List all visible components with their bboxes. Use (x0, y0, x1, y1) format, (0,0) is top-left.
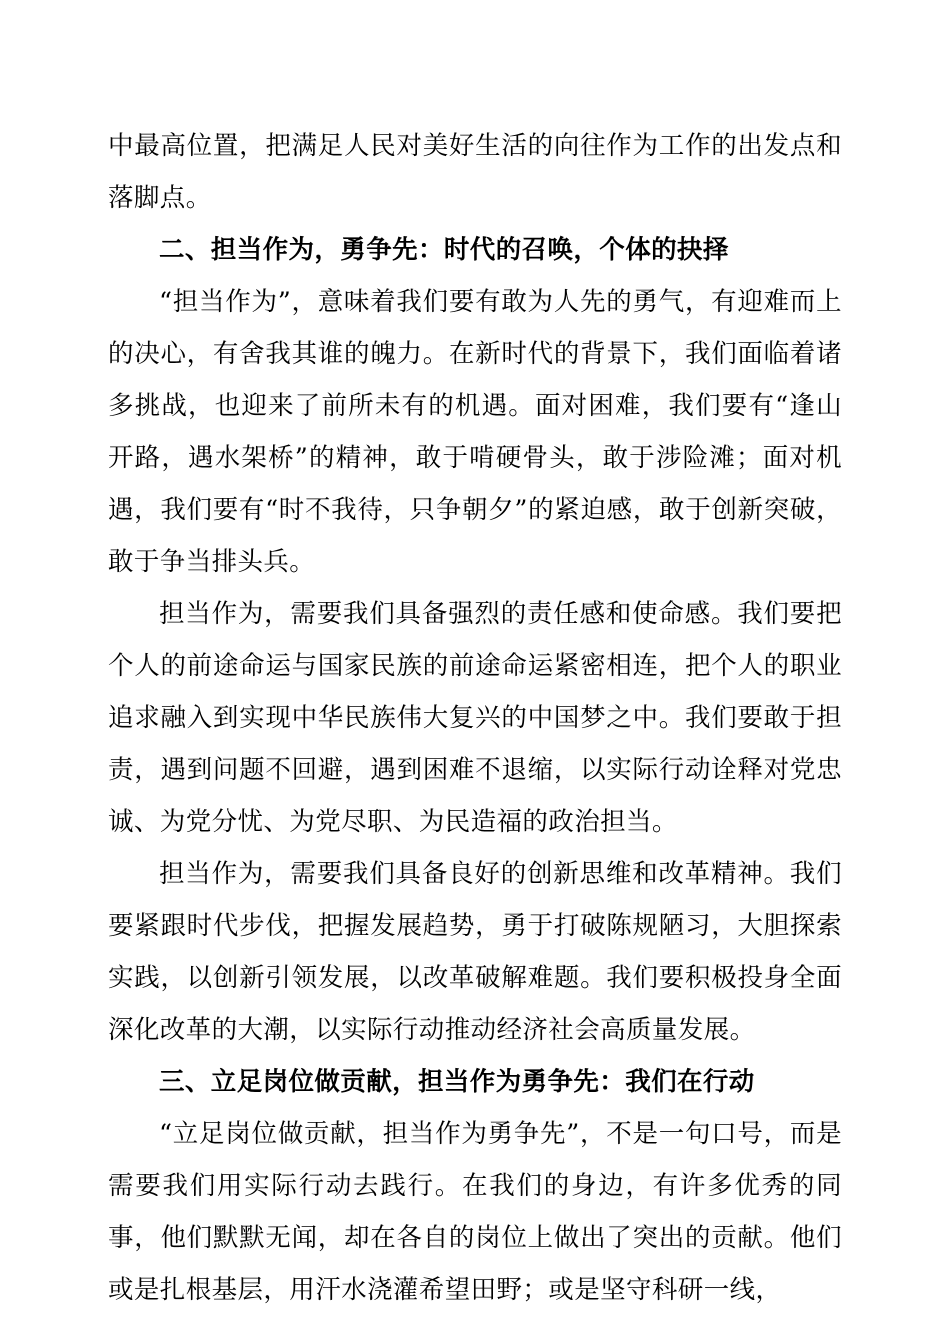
paragraph-4: “立足岗位做贡献，担当作为勇争先”，不是一句口号，而是需要我们用实际行动去践行。在我们的身边，有许多优秀的同事，他们默默无闻，却在各自的岗位上做出了突出的贡献。他们或是扎根基层，用汗水浇灌希望田野；或是坚守科研一线， (108, 1119, 842, 1305)
paragraph-continued: 中最高位置，把满足人民对美好生活的向往作为工作的出发点和落脚点。 (108, 131, 842, 213)
paragraph-3: 担当作为，需要我们具备良好的创新思维和改革精神。我们要紧跟时代步伐，把握发展趋势，勇于打破陈规陋习，大胆探索实践，以创新引领发展，以改革破解难题。我们要积极投身全面深化改革的大潮，以实际行动推动经济社会高质量发展。 (108, 859, 842, 1045)
paragraph-1: “担当作为”，意味着我们要有敢为人先的勇气，有迎难而上的决心，有舍我其谁的魄力。在新时代的背景下，我们面临着诸多挑战，也迎来了前所未有的机遇。面对困难，我们要有“逢山开路，遇水架桥”的精神，敢于啃硬骨头，敢于涉险滩；面对机遇，我们要有“时不我待，只争朝夕”的紧迫感，敢于创新突破，敢于争当排头兵。 (108, 287, 842, 577)
paragraph-2: 担当作为，需要我们具备强烈的责任感和使命感。我们要把个人的前途命运与国家民族的前途命运紧密相连，把个人的职业追求融入到实现中华民族伟大复兴的中国梦之中。我们要敢于担责，遇到问题不回避，遇到困难不退缩，以实际行动诠释对党忠诚、为党分忧、为党尽职、为民造福的政治担当。 (108, 599, 842, 837)
document-body (108, 120, 842, 1316)
section-heading-three: 三、立足岗位做贡献，担当作为勇争先：我们在行动 (159, 1067, 755, 1097)
section-heading-two: 二、担当作为，勇争先：时代的召唤，个体的抉择 (159, 235, 729, 265)
